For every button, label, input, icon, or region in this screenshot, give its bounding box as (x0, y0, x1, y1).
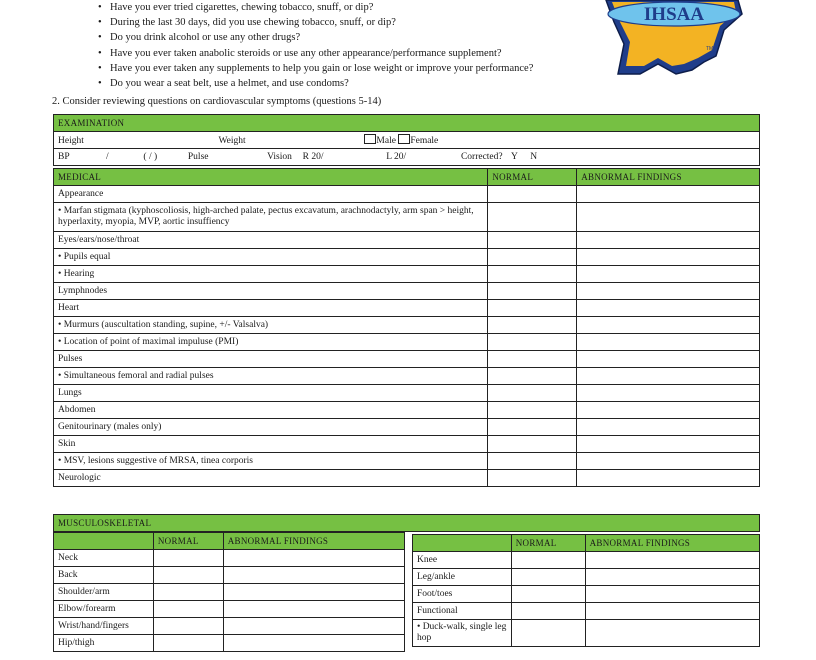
msk-row-label: Back (54, 567, 154, 584)
list-item: • Have you ever taken anabolic steroids or use any other appearance/performance supplement? (98, 46, 533, 61)
msk-row-label: Hip/thigh (54, 635, 154, 652)
vision-right: R 20/ (302, 151, 324, 162)
abnormal-cell[interactable] (577, 186, 760, 203)
abnormal-cell[interactable] (585, 603, 759, 620)
normal-cell[interactable] (488, 300, 577, 317)
bp-slash: / (106, 151, 109, 162)
abnormal-cell[interactable] (577, 368, 760, 385)
abnormal-cell[interactable] (577, 249, 760, 266)
abnormal-cell[interactable] (223, 567, 404, 584)
normal-cell[interactable] (153, 567, 223, 584)
msk-right-abnormal-header: ABNORMAL FINDINGS (585, 535, 759, 552)
question-2: 2. Consider reviewing questions on cardiovascular symptoms (questions 5-14) (52, 96, 382, 107)
female-checkbox[interactable] (398, 134, 410, 144)
abnormal-cell[interactable] (577, 419, 760, 436)
musculoskeletal-header: MUSCULOSKELETAL (53, 514, 760, 532)
normal-cell[interactable] (488, 385, 577, 402)
medical-row-label: Lungs (54, 385, 488, 402)
abnormal-cell[interactable] (585, 620, 759, 647)
medical-row-label: • Pupils equal (54, 249, 488, 266)
examination-table (53, 114, 760, 166)
normal-col-header: NORMAL (488, 169, 577, 186)
abnormal-cell[interactable] (577, 334, 760, 351)
normal-cell[interactable] (511, 569, 585, 586)
normal-cell[interactable] (488, 317, 577, 334)
abnormal-cell[interactable] (577, 203, 760, 232)
abnormal-cell[interactable] (223, 618, 404, 635)
medical-row-label: • Marfan stigmata (kyphoscoliosis, high-arched palate, pectus excavatum, arachnodactyly, arm span > height, hyperlaxity, myopia, MVP, aortic insuffiency (54, 203, 488, 232)
medical-row-label: Appearance (54, 186, 488, 203)
medical-row-label: Genitourinary (males only) (54, 419, 488, 436)
male-checkbox[interactable] (364, 134, 376, 144)
msk-left-normal-header: NORMAL (153, 533, 223, 550)
abnormal-cell[interactable] (577, 283, 760, 300)
msk-row-label: Elbow/forearm (54, 601, 154, 618)
abnormal-cell[interactable] (577, 317, 760, 334)
pulse-label: Pulse (187, 151, 209, 162)
msk-row-label: Neck (54, 550, 154, 567)
abnormal-cell[interactable] (585, 552, 759, 569)
medical-table (53, 168, 760, 487)
abnormal-col-header: ABNORMAL FINDINGS (577, 169, 760, 186)
medical-row-label: Lymphnodes (54, 283, 488, 300)
musculoskeletal-left-table (53, 532, 405, 652)
msk-left-header-blank (54, 533, 154, 550)
ihsaa-logo-icon (588, 0, 748, 86)
medical-row-label: • Simultaneous femoral and radial pulses (54, 368, 488, 385)
abnormal-cell[interactable] (585, 586, 759, 603)
medical-row-label: Abdomen (54, 402, 488, 419)
normal-cell[interactable] (511, 552, 585, 569)
corrected-no[interactable]: N (530, 151, 538, 162)
normal-cell[interactable] (488, 470, 577, 487)
corrected-yes[interactable]: Y (511, 151, 518, 162)
list-item: • During the last 30 days, did you use chewing tobacco, snuff, or dip? (98, 15, 533, 30)
msk-row-label: • Duck-walk, single leg hop (413, 620, 512, 647)
normal-cell[interactable] (153, 635, 223, 652)
normal-cell[interactable] (488, 203, 577, 232)
list-item: • Have you ever taken any supplements to help you gain or lose weight or improve your performance? (98, 61, 533, 76)
normal-cell[interactable] (488, 368, 577, 385)
abnormal-cell[interactable] (577, 436, 760, 453)
normal-cell[interactable] (488, 232, 577, 249)
abnormal-cell[interactable] (577, 453, 760, 470)
substance-questions-list (98, 0, 533, 91)
medical-row-label: Neurologic (54, 470, 488, 487)
abnormal-cell[interactable] (577, 402, 760, 419)
medical-row-label: Pulses (54, 351, 488, 368)
medical-row-label: • Murmurs (auscultation standing, supine, +/- Valsalva) (54, 317, 488, 334)
normal-cell[interactable] (153, 550, 223, 567)
medical-row-label: • MSV, lesions suggestive of MRSA, tinea corporis (54, 453, 488, 470)
musculoskeletal-right-table (412, 534, 760, 647)
msk-row-label: Shoulder/arm (54, 584, 154, 601)
normal-cell[interactable] (153, 584, 223, 601)
corrected-label: Corrected? (460, 151, 503, 162)
male-label: Male (376, 135, 396, 146)
abnormal-cell[interactable] (223, 635, 404, 652)
normal-cell[interactable] (488, 419, 577, 436)
normal-cell[interactable] (488, 402, 577, 419)
medical-header: MEDICAL (54, 169, 488, 186)
height-weight-row (54, 132, 760, 149)
abnormal-cell[interactable] (577, 232, 760, 249)
abnormal-cell[interactable] (223, 584, 404, 601)
medical-row-label: • Hearing (54, 266, 488, 283)
normal-cell[interactable] (511, 603, 585, 620)
logo-tm: TM (706, 46, 714, 52)
vision-left: L 20/ (386, 151, 407, 162)
msk-row-label: Leg/ankle (413, 569, 512, 586)
list-item: • Do you wear a seat belt, use a helmet, and use condoms? (98, 76, 533, 91)
msk-left-abnormal-header: ABNORMAL FINDINGS (223, 533, 404, 550)
msk-row-label: Functional (413, 603, 512, 620)
list-item: • Do you drink alcohol or use any other drugs? (98, 30, 533, 45)
abnormal-cell[interactable] (577, 470, 760, 487)
medical-row-label: Skin (54, 436, 488, 453)
normal-cell[interactable] (511, 620, 585, 647)
bp-label: BP (58, 151, 70, 162)
msk-row-label: Wrist/hand/fingers (54, 618, 154, 635)
medical-row-label: Eyes/ears/nose/throat (54, 232, 488, 249)
vision-label: Vision (267, 151, 292, 162)
height-label: Height (58, 135, 84, 146)
normal-cell[interactable] (488, 249, 577, 266)
medical-row-label: • Location of point of maximal impuluse (PMI) (54, 334, 488, 351)
abnormal-cell[interactable] (223, 601, 404, 618)
normal-cell[interactable] (488, 186, 577, 203)
msk-row-label: Knee (413, 552, 512, 569)
normal-cell[interactable] (488, 283, 577, 300)
abnormal-cell[interactable] (577, 300, 760, 317)
abnormal-cell[interactable] (577, 385, 760, 402)
list-item: • Have you ever tried cigarettes, chewing tobacco, snuff, or dip? (98, 0, 533, 15)
msk-row-label: Foot/toes (413, 586, 512, 603)
normal-cell[interactable] (488, 351, 577, 368)
normal-cell[interactable] (511, 586, 585, 603)
bp-paren: ( / ) (143, 151, 158, 162)
medical-row-label: Heart (54, 300, 488, 317)
normal-cell[interactable] (488, 266, 577, 283)
examination-header: EXAMINATION (54, 115, 760, 132)
normal-cell[interactable] (153, 601, 223, 618)
msk-right-normal-header: NORMAL (511, 535, 585, 552)
abnormal-cell[interactable] (223, 550, 404, 567)
normal-cell[interactable] (488, 334, 577, 351)
normal-cell[interactable] (488, 436, 577, 453)
abnormal-cell[interactable] (577, 351, 760, 368)
logo-text: IHSAA (643, 4, 705, 25)
vitals-row (54, 149, 760, 166)
female-label: Female (410, 135, 439, 146)
abnormal-cell[interactable] (585, 569, 759, 586)
abnormal-cell[interactable] (577, 266, 760, 283)
normal-cell[interactable] (488, 453, 577, 470)
normal-cell[interactable] (153, 618, 223, 635)
msk-right-header-blank (413, 535, 512, 552)
weight-label: Weight (218, 135, 246, 146)
